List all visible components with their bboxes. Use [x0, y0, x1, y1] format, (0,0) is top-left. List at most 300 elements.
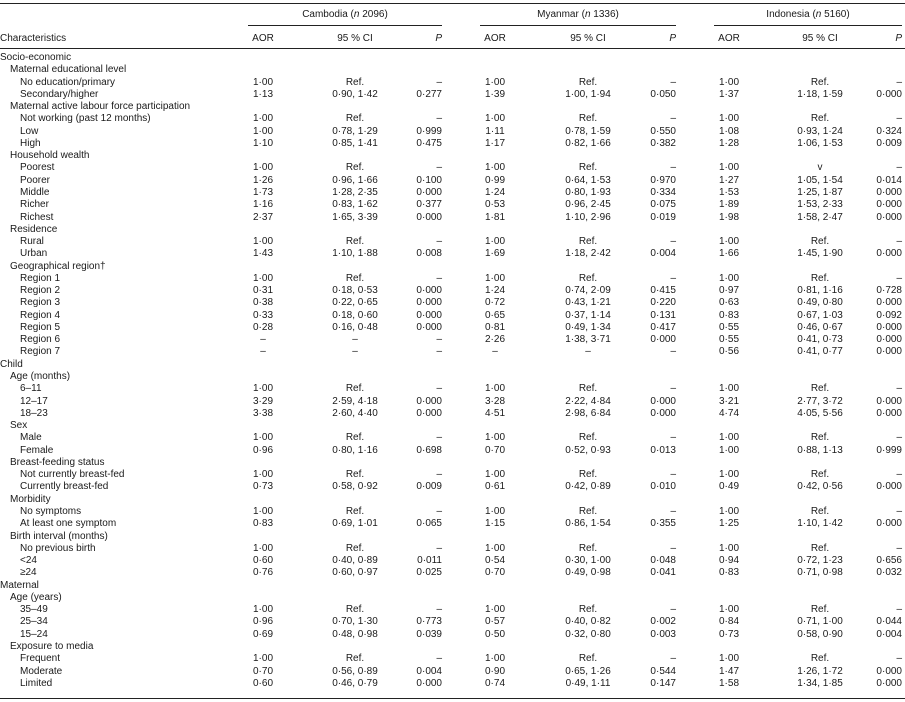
table-row [0, 76, 905, 89]
table-cell: 0·000 [876, 186, 902, 198]
group-label-part: 2096) [359, 9, 388, 20]
row-label: Middle [20, 186, 50, 198]
table-cell: Ref. [578, 113, 598, 125]
table-cell: 0·55 [718, 321, 739, 333]
table-cell: 1·58, 2·47 [797, 211, 843, 223]
table-row [0, 211, 905, 224]
table-cell: 0·334 [650, 186, 676, 198]
column-header: AOR [718, 33, 740, 44]
table-cell: 1·26 [252, 174, 273, 186]
table-cell: 0·011 [417, 555, 442, 567]
table-cell: 0·60 [252, 555, 273, 567]
table-cell: 1·00 [484, 604, 505, 616]
table-row [0, 125, 905, 138]
table-cell: 0·70 [484, 444, 505, 456]
table-cell: – [670, 653, 676, 665]
table-cell: 0·88, 1·13 [797, 444, 843, 456]
row-label: Birth interval (months) [10, 530, 108, 542]
table-cell: Ref. [810, 383, 830, 395]
table-cell: 0·000 [876, 407, 902, 419]
table-cell: 0·18, 0·60 [332, 309, 378, 321]
table-cell: 0·49, 1·11 [565, 677, 611, 689]
table-cell: 1·10, 2·96 [565, 211, 611, 223]
table-cell: 1·15 [484, 518, 505, 530]
table-cell: – [896, 469, 902, 481]
table-cell: – [896, 272, 902, 284]
column-header: P [669, 33, 676, 44]
table-cell: 0·277 [416, 88, 442, 100]
table-cell: 0·100 [416, 174, 442, 186]
table-cell: – [436, 604, 442, 616]
row-label: Moderate [20, 665, 63, 677]
group-label-part: n [353, 9, 360, 20]
row-label: ≥24 [20, 567, 37, 579]
table-cell: 1·13 [252, 88, 273, 100]
table-cell: 1·00 [252, 125, 273, 137]
country-header-row [0, 8, 905, 21]
table-cell: 0·53 [484, 199, 505, 211]
table-cell: Ref. [345, 113, 365, 125]
table-cell: 0·28 [252, 321, 273, 333]
table-cell: – [896, 162, 902, 174]
table-cell: 0·73 [252, 481, 273, 493]
table-row [0, 444, 905, 457]
section-heading-row [0, 370, 905, 383]
table-cell: 3·29 [252, 395, 273, 407]
row-label: Region 1 [20, 272, 61, 284]
table-cell: – [436, 505, 442, 517]
table-cell: Ref. [578, 236, 598, 248]
table-cell: 0·000 [416, 407, 442, 419]
table-cell: 0·61 [484, 481, 505, 493]
table-cell: 0·42, 0·56 [797, 481, 843, 493]
row-label: Region 6 [20, 334, 61, 346]
table-cell: 0·38 [252, 297, 273, 309]
table-cell: Ref. [578, 432, 598, 444]
table-cell: 0·48, 0·98 [332, 628, 378, 640]
table-cell: Ref. [810, 272, 830, 284]
table-cell: 0·999 [876, 444, 902, 456]
table-cell: 0·550 [650, 125, 676, 137]
table-cell: Ref. [578, 604, 598, 616]
row-label: 25–34 [20, 616, 48, 628]
characteristics-header: Characteristics [0, 33, 67, 44]
table-cell: 0·32, 0·80 [565, 628, 611, 640]
table-cell: 1·25 [718, 518, 739, 530]
column-header: AOR [252, 33, 274, 44]
table-cell: 0·78, 1·59 [565, 125, 611, 137]
table-cell: – [492, 346, 498, 358]
table-cell: 1·66 [718, 248, 739, 260]
table-cell: 0·999 [416, 125, 442, 137]
table-cell: Ref. [810, 653, 830, 665]
table-cell: 1·00 [484, 383, 505, 395]
table-cell: Ref. [578, 653, 598, 665]
table-cell: 0·49, 0·98 [565, 567, 611, 579]
table-cell: 4·74 [718, 407, 739, 419]
table-row [0, 321, 905, 334]
table-cell: 1·89 [718, 199, 739, 211]
table-cell: Ref. [345, 272, 365, 284]
table-cell: Ref. [345, 76, 365, 88]
table-cell: 1·00 [252, 469, 273, 481]
table-row [0, 665, 905, 678]
table-cell: 1·45, 1·90 [797, 248, 843, 260]
table-cell: 1·00 [484, 162, 505, 174]
row-label: 35–49 [20, 604, 48, 616]
row-label: Region 5 [20, 321, 61, 333]
table-row [0, 554, 905, 567]
row-label: Geographical region† [10, 260, 106, 272]
rule-line [0, 3, 905, 4]
column-header-row [0, 32, 905, 45]
row-label: 12–17 [20, 395, 48, 407]
row-label: 18–23 [20, 407, 48, 419]
table-cell: 0·000 [416, 321, 442, 333]
table-cell: 1·00 [718, 604, 739, 616]
table-cell: 0·000 [416, 211, 442, 223]
section-heading-row [0, 640, 905, 653]
section-heading-row [0, 260, 905, 273]
row-label: No education/primary [20, 76, 116, 88]
table-cell: 0·80, 1·16 [332, 444, 378, 456]
row-label: Maternal educational level [10, 64, 127, 76]
table-cell: 0·30, 1·00 [565, 555, 611, 567]
table-row [0, 566, 905, 579]
table-cell: 0·70 [484, 567, 505, 579]
table-row [0, 161, 905, 174]
table-cell: 0·044 [876, 616, 902, 628]
column-header: 95 % CI [802, 33, 838, 44]
row-label: Richest [20, 211, 54, 223]
table-cell: 1·38, 3·71 [565, 334, 611, 346]
country-group-header [480, 8, 676, 21]
section-heading-row [0, 100, 905, 113]
table-row [0, 272, 905, 285]
table-cell: 0·46, 0·67 [797, 321, 843, 333]
table-cell: 0·64, 1·53 [565, 174, 611, 186]
table-cell: 1·00 [252, 76, 273, 88]
table-cell: 1·98 [718, 211, 739, 223]
table-cell: 0·000 [650, 407, 676, 419]
group-label-part: n [584, 9, 591, 20]
table-cell: – [436, 236, 442, 248]
table-cell: 1·11 [485, 125, 505, 137]
table-cell: 0·41, 0·77 [797, 346, 843, 358]
table-row [0, 468, 905, 481]
table-cell: 1·00 [718, 272, 739, 284]
table-cell: 1·00 [484, 469, 505, 481]
table-cell: 1·37 [718, 88, 739, 100]
table-cell: 0·31 [252, 285, 273, 297]
row-label: Maternal [0, 579, 39, 591]
group-label-part: Myanmar ( [537, 9, 585, 20]
table-cell: 2·37 [252, 211, 273, 223]
table-cell: 1·28 [718, 137, 739, 149]
table-row [0, 677, 905, 690]
column-header: 95 % CI [337, 33, 373, 44]
table-cell: 0·99 [484, 174, 505, 186]
table-cell: 0·49, 1·34 [565, 321, 611, 333]
table-cell: 0·83 [718, 309, 739, 321]
table-cell: 0·000 [876, 88, 902, 100]
table-cell: – [436, 113, 442, 125]
row-label: Female [20, 444, 54, 456]
table-cell: Ref. [345, 236, 365, 248]
row-label: Exposure to media [10, 640, 94, 652]
row-label: Limited [20, 677, 53, 689]
table-cell: 0·56, 0·89 [332, 665, 378, 677]
table-cell: 1·00 [252, 542, 273, 554]
table-cell: Ref. [578, 383, 598, 395]
table-cell: 0·000 [876, 395, 902, 407]
table-cell: 0·004 [416, 665, 442, 677]
table-cell: 1·00 [484, 272, 505, 284]
table-cell: 0·010 [650, 481, 676, 493]
table-row [0, 407, 905, 420]
table-cell: 1·18, 2·42 [565, 248, 611, 260]
table-row [0, 247, 905, 260]
table-cell: 0·71, 1·00 [797, 616, 843, 628]
table-cell: 1·73 [252, 186, 273, 198]
table-cell: – [670, 346, 676, 358]
table-cell: 0·81 [484, 321, 505, 333]
table-cell: Ref. [345, 604, 365, 616]
table-cell: 0·000 [416, 285, 442, 297]
table-cell: 1·69 [484, 248, 505, 260]
table-cell: 0·72 [484, 297, 505, 309]
table-cell: 0·70, 1·30 [332, 616, 378, 628]
row-label: At least one symptom [20, 518, 117, 530]
table-cell: 0·000 [876, 248, 902, 260]
table-cell: 0·002 [650, 616, 676, 628]
table-cell: 0·22, 0·65 [332, 297, 378, 309]
column-header: P [435, 33, 442, 44]
table-cell: 0·49 [718, 481, 739, 493]
section-heading-row [0, 51, 905, 64]
table-cell: 1·00 [252, 272, 273, 284]
table-cell: – [670, 542, 676, 554]
table-cell: 0·000 [416, 309, 442, 321]
table-cell: 1·43 [252, 248, 273, 260]
table-cell: 0·73 [718, 628, 739, 640]
table-cell: 0·075 [650, 199, 676, 211]
table-cell: 0·000 [876, 334, 902, 346]
table-cell: 1·00 [718, 444, 739, 456]
table-cell: 0·52, 0·93 [565, 444, 611, 456]
table-cell: 1·00 [484, 542, 505, 554]
table-cell: 0·81, 1·16 [797, 285, 843, 297]
table-cell: 0·76 [252, 567, 273, 579]
table-cell: 0·18, 0·53 [332, 285, 378, 297]
table-cell: – [670, 272, 676, 284]
table-cell: 1·00 [484, 432, 505, 444]
table-cell: 1·00 [484, 113, 505, 125]
table-cell: 1·05, 1·54 [797, 174, 843, 186]
table-row [0, 628, 905, 641]
group-label-part: 5160) [821, 9, 850, 20]
table-cell: 0·85, 1·41 [332, 137, 378, 149]
row-label: Male [20, 432, 42, 444]
table-cell: 0·42, 0·89 [565, 481, 611, 493]
table-cell: – [436, 542, 442, 554]
table-cell: 1·34, 1·85 [797, 677, 843, 689]
group-label-part: Cambodia ( [302, 9, 354, 20]
table-cell: 0·131 [650, 309, 676, 321]
table-cell: 0·86, 1·54 [565, 518, 611, 530]
section-heading-row [0, 223, 905, 236]
table-cell: – [436, 272, 442, 284]
table-cell: – [896, 505, 902, 517]
table-cell: 1·00 [718, 653, 739, 665]
row-label: Region 3 [20, 297, 61, 309]
table-cell: 1·00 [718, 469, 739, 481]
table-cell: 0·065 [416, 518, 442, 530]
table-cell: 0·048 [650, 555, 676, 567]
table-cell: – [670, 604, 676, 616]
row-label: Currently breast-fed [20, 481, 109, 493]
table-cell: 0·000 [876, 665, 902, 677]
table-cell: Ref. [810, 236, 830, 248]
table-cell: 0·773 [416, 616, 442, 628]
table-cell: v [817, 162, 823, 174]
table-cell: 0·93, 1·24 [797, 125, 843, 137]
table-cell: 1·24 [484, 186, 505, 198]
table-cell: 1·00, 1·94 [565, 88, 611, 100]
table-cell: 1·00 [718, 113, 739, 125]
table-cell: 0·65, 1·26 [565, 665, 611, 677]
table-cell: 1·39 [484, 88, 505, 100]
rule-line [0, 698, 905, 699]
table-cell: 0·60 [252, 677, 273, 689]
table-cell: Ref. [810, 542, 830, 554]
table-row [0, 235, 905, 248]
table-cell: 1·00 [718, 542, 739, 554]
table-cell: 1·00 [252, 383, 273, 395]
table-cell: 0·009 [416, 481, 442, 493]
section-heading-row [0, 530, 905, 543]
table-cell: Ref. [578, 272, 598, 284]
table-cell: 0·000 [876, 346, 902, 358]
table-cell: 0·003 [650, 628, 676, 640]
table-cell: – [670, 469, 676, 481]
row-label: No previous birth [20, 542, 96, 554]
table-cell: 0·70 [252, 665, 273, 677]
row-label: Residence [10, 223, 58, 235]
table-cell: 0·004 [876, 628, 902, 640]
table-cell: 2·60, 4·40 [332, 407, 378, 419]
table-cell: – [896, 383, 902, 395]
table-row [0, 186, 905, 199]
table-cell: 2·22, 4·84 [565, 395, 611, 407]
table-row [0, 382, 905, 395]
row-label: <24 [20, 555, 37, 567]
table-cell: – [436, 334, 442, 346]
column-header: P [895, 33, 902, 44]
table-row [0, 603, 905, 616]
table-cell: 0·000 [416, 677, 442, 689]
rule-line [0, 48, 905, 49]
table-cell: 0·49, 0·80 [797, 297, 843, 309]
table-cell: 2·59, 4·18 [332, 395, 378, 407]
table-cell: 1·00 [484, 236, 505, 248]
table-cell: 0·025 [416, 567, 442, 579]
table-cell: 0·000 [876, 211, 902, 223]
table-cell: 0·50 [484, 628, 505, 640]
table-cell: – [896, 236, 902, 248]
table-cell: 1·53, 2·33 [797, 199, 843, 211]
table-cell: 2·77, 3·72 [797, 395, 843, 407]
table-cell: Ref. [578, 505, 598, 517]
table-cell: Ref. [578, 162, 598, 174]
row-label: Richer [20, 199, 49, 211]
table-cell: 0·83 [252, 518, 273, 530]
table-cell: – [670, 432, 676, 444]
table-cell: 1·08 [718, 125, 739, 137]
table-cell: 1·47 [718, 665, 739, 677]
rule-line [480, 25, 676, 26]
row-label: Secondary/higher [20, 88, 99, 100]
table-row [0, 309, 905, 322]
table-cell: 0·84 [718, 616, 739, 628]
table-row [0, 517, 905, 530]
table-cell: Ref. [578, 542, 598, 554]
table-cell: 0·050 [650, 88, 676, 100]
table-cell: – [260, 346, 266, 358]
table-cell: Ref. [810, 432, 830, 444]
table-cell: Ref. [578, 76, 598, 88]
table-cell: 0·000 [876, 321, 902, 333]
row-label: No symptoms [20, 505, 82, 517]
table-cell: – [670, 505, 676, 517]
table-cell: 1·58 [718, 677, 739, 689]
table-cell: 0·58, 0·90 [797, 628, 843, 640]
table-row [0, 333, 905, 346]
section-heading-row [0, 493, 905, 506]
table-cell: – [436, 469, 442, 481]
table-cell: 0·55 [718, 334, 739, 346]
table-cell: 1·00 [718, 76, 739, 88]
table-cell: 0·46, 0·79 [332, 677, 378, 689]
table-cell: Ref. [578, 469, 598, 481]
table-cell: 0·54 [484, 555, 505, 567]
table-cell: 0·041 [650, 567, 676, 579]
table-cell: 0·69 [252, 628, 273, 640]
table-cell: 0·000 [876, 199, 902, 211]
row-label: Age (years) [10, 591, 62, 603]
table-cell: 0·039 [416, 628, 442, 640]
table-cell: 1·00 [252, 653, 273, 665]
section-heading-row [0, 579, 905, 592]
table-cell: 2·98, 6·84 [565, 407, 611, 419]
table-cell: 0·147 [650, 677, 676, 689]
table-cell: Ref. [345, 383, 365, 395]
table-cell: – [585, 346, 591, 358]
table-cell: 0·60, 0·97 [332, 567, 378, 579]
table-cell: 1·00 [718, 505, 739, 517]
table-cell: 0·40, 0·82 [565, 616, 611, 628]
row-label: 6–11 [20, 383, 42, 395]
table-cell: 0·90 [484, 665, 505, 677]
table-cell: 1·00 [484, 653, 505, 665]
table-cell: 0·324 [876, 125, 902, 137]
row-label: 15–24 [20, 628, 48, 640]
table-cell: – [260, 334, 266, 346]
table-cell: Ref. [345, 162, 365, 174]
row-label: Low [20, 125, 39, 137]
table-cell: 1·00 [252, 113, 273, 125]
table-cell: 0·000 [876, 297, 902, 309]
